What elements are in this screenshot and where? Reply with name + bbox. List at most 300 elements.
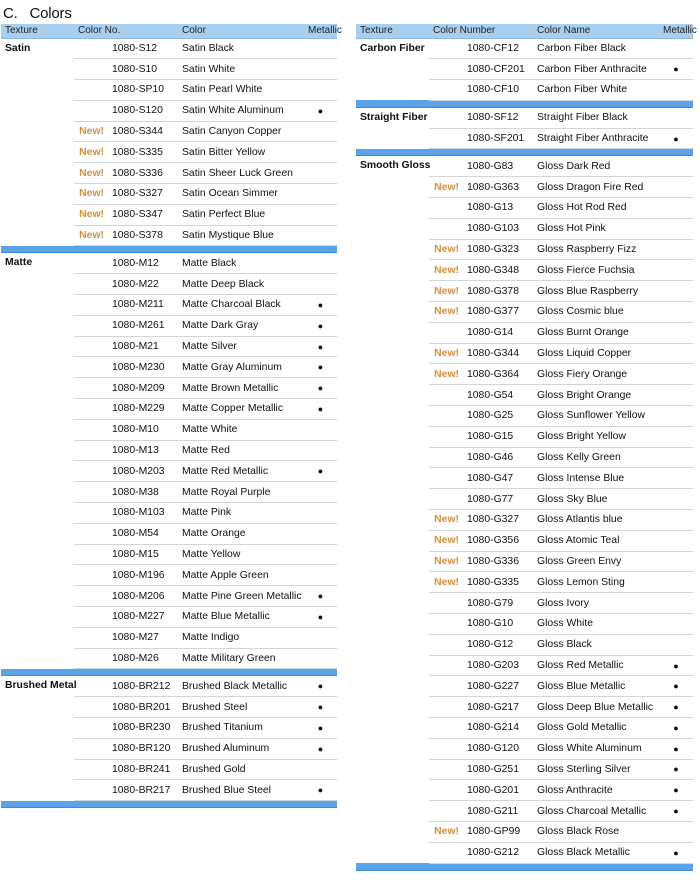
color-name: Satin Perfect Blue (178, 204, 304, 225)
new-badge (74, 627, 108, 648)
color-name: Satin Mystique Blue (178, 225, 304, 246)
group-separator (356, 100, 693, 107)
metallic-dot: ● (304, 461, 337, 482)
metallic-dot: ● (659, 128, 693, 149)
new-badge: New! (74, 163, 108, 184)
color-code: 1080-S378 (108, 225, 178, 246)
new-badge (74, 648, 108, 669)
metallic-dot: ● (304, 399, 337, 420)
new-badge (429, 406, 463, 427)
metallic-dot: ● (304, 357, 337, 378)
color-name: Gloss Anthracite (533, 780, 659, 801)
texture-label: Carbon Fiber (360, 42, 425, 54)
color-name: Matte Royal Purple (178, 482, 304, 503)
metallic-dot: ● (304, 100, 337, 121)
new-badge (429, 593, 463, 614)
color-code: 1080-M261 (108, 315, 178, 336)
color-code: 1080-G25 (463, 406, 533, 427)
new-badge (429, 38, 463, 59)
new-badge (429, 655, 463, 676)
color-name: Brushed Aluminum (178, 738, 304, 759)
metallic-dot: ● (304, 378, 337, 399)
metallic-dot: ● (304, 676, 337, 697)
color-code: 1080-G364 (463, 364, 533, 385)
color-code: 1080-G83 (463, 156, 533, 177)
color-code: 1080-M54 (108, 523, 178, 544)
section-title: C. Colors (3, 5, 72, 22)
metallic-dot (659, 572, 693, 593)
color-name: Brushed Steel (178, 697, 304, 718)
metallic-dot: ● (304, 315, 337, 336)
metallic-dot (659, 426, 693, 447)
color-code: 1080-BR120 (108, 738, 178, 759)
color-code: 1080-SP10 (108, 80, 178, 101)
color-name: Satin Pearl White (178, 80, 304, 101)
color-name: Matte Military Green (178, 648, 304, 669)
new-badge: New! (429, 177, 463, 198)
color-code: 1080-G217 (463, 697, 533, 718)
color-table-right (356, 24, 697, 871)
header-metallic: Metallic (304, 24, 337, 38)
new-badge (74, 253, 108, 274)
new-badge: New! (429, 260, 463, 281)
color-name: Satin White Aluminum (178, 100, 304, 121)
metallic-dot (659, 364, 693, 385)
new-badge (429, 80, 463, 101)
color-code: 1080-S120 (108, 100, 178, 121)
color-name: Gloss Dark Red (533, 156, 659, 177)
color-name: Matte Red (178, 440, 304, 461)
color-code: 1080-M230 (108, 357, 178, 378)
color-code: 1080-G251 (463, 759, 533, 780)
separator-bar (356, 100, 693, 107)
group-separator (1, 801, 337, 808)
new-badge: New! (429, 821, 463, 842)
color-code: 1080-G335 (463, 572, 533, 593)
new-badge (429, 780, 463, 801)
color-code: 1080-G13 (463, 198, 533, 219)
color-code: 1080-M21 (108, 336, 178, 357)
color-code: 1080-S10 (108, 59, 178, 80)
group-separator (356, 149, 693, 156)
color-code: 1080-S327 (108, 184, 178, 205)
color-name: Brushed Titanium (178, 718, 304, 739)
new-badge (74, 738, 108, 759)
color-code: 1080-G12 (463, 634, 533, 655)
color-name: Gloss Atomic Teal (533, 530, 659, 551)
color-name: Matte Orange (178, 523, 304, 544)
color-name: Gloss Deep Blue Metallic (533, 697, 659, 718)
color-name: Gloss Sunflower Yellow (533, 406, 659, 427)
metallic-dot (659, 239, 693, 260)
color-code: 1080-G211 (463, 801, 533, 822)
metallic-dot (659, 343, 693, 364)
metallic-dot (659, 322, 693, 343)
new-badge: New! (74, 121, 108, 142)
color-name: Matte Yellow (178, 544, 304, 565)
metallic-dot (659, 821, 693, 842)
metallic-dot (659, 551, 693, 572)
new-badge (74, 440, 108, 461)
texture-label: Matte (5, 257, 33, 269)
color-name: Matte Apple Green (178, 565, 304, 586)
color-code: 1080-G363 (463, 177, 533, 198)
texture-label: Brushed Metal (5, 680, 77, 692)
color-code: 1080-M10 (108, 419, 178, 440)
color-code: 1080-G377 (463, 302, 533, 323)
separator-bar (356, 863, 693, 870)
metallic-dot: ● (304, 336, 337, 357)
new-badge: New! (429, 364, 463, 385)
metallic-dot: ● (304, 780, 337, 801)
new-badge (74, 697, 108, 718)
header-metallic: Metallic (659, 24, 693, 38)
color-name: Gloss Burnt Orange (533, 322, 659, 343)
metallic-dot (304, 759, 337, 780)
color-table-left (1, 24, 342, 808)
color-code: 1080-G47 (463, 468, 533, 489)
color-name: Carbon Fiber White (533, 80, 659, 101)
metallic-dot (659, 634, 693, 655)
new-badge: New! (74, 204, 108, 225)
color-code: 1080-M38 (108, 482, 178, 503)
metallic-dot (659, 177, 693, 198)
color-code: 1080-M196 (108, 565, 178, 586)
metallic-dot: ● (659, 655, 693, 676)
new-badge (429, 128, 463, 149)
new-badge (74, 586, 108, 607)
new-badge (429, 489, 463, 510)
color-name: Carbon Fiber Anthracite (533, 59, 659, 80)
new-badge (74, 523, 108, 544)
color-name: Gloss Gold Metallic (533, 718, 659, 739)
color-name: Gloss Atlantis blue (533, 510, 659, 531)
color-name: Gloss Kelly Green (533, 447, 659, 468)
header-color-no: Color No. (74, 24, 178, 38)
new-badge (429, 718, 463, 739)
metallic-dot (304, 80, 337, 101)
separator-bar (1, 669, 337, 676)
metallic-dot (659, 80, 693, 101)
new-badge (74, 503, 108, 524)
metallic-dot: ● (659, 718, 693, 739)
color-name: Straight Fiber Anthracite (533, 128, 659, 149)
metallic-dot (659, 260, 693, 281)
color-code: 1080-G201 (463, 780, 533, 801)
color-code: 1080-G14 (463, 322, 533, 343)
color-name: Satin Ocean Simmer (178, 184, 304, 205)
metallic-dot (659, 156, 693, 177)
new-badge (74, 80, 108, 101)
metallic-dot (304, 544, 337, 565)
color-name: Gloss Charcoal Metallic (533, 801, 659, 822)
new-badge (429, 697, 463, 718)
group-separator (1, 246, 337, 253)
color-name: Matte Pine Green Metallic (178, 586, 304, 607)
color-code: 1080-G77 (463, 489, 533, 510)
new-badge (74, 378, 108, 399)
color-name: Gloss Lemon Sting (533, 572, 659, 593)
new-badge (429, 634, 463, 655)
color-name: Matte Brown Metallic (178, 378, 304, 399)
header-color-name: Color Name (533, 24, 659, 38)
color-name: Satin Sheer Luck Green (178, 163, 304, 184)
metallic-dot: ● (659, 59, 693, 80)
new-badge (74, 482, 108, 503)
metallic-dot (659, 406, 693, 427)
new-badge: New! (429, 302, 463, 323)
metallic-dot (304, 565, 337, 586)
metallic-dot (659, 593, 693, 614)
metallic-dot (304, 627, 337, 648)
color-name: Gloss Green Envy (533, 551, 659, 572)
new-badge (74, 780, 108, 801)
separator-bar (1, 246, 337, 253)
color-code: 1080-M12 (108, 253, 178, 274)
new-badge (74, 38, 108, 59)
metallic-dot (659, 614, 693, 635)
new-badge (74, 295, 108, 316)
new-badge (74, 59, 108, 80)
color-code: 1080-S344 (108, 121, 178, 142)
color-code: 1080-G327 (463, 510, 533, 531)
color-code: 1080-S347 (108, 204, 178, 225)
color-code: 1080-BR241 (108, 759, 178, 780)
new-badge: New! (429, 239, 463, 260)
color-code: 1080-G323 (463, 239, 533, 260)
metallic-dot (659, 38, 693, 59)
color-name: Satin White (178, 59, 304, 80)
color-name: Matte Silver (178, 336, 304, 357)
new-badge: New! (429, 281, 463, 302)
new-badge (429, 676, 463, 697)
metallic-dot (659, 281, 693, 302)
color-name: Gloss Red Metallic (533, 655, 659, 676)
metallic-dot (304, 648, 337, 669)
metallic-dot (304, 482, 337, 503)
color-code: 1080-M26 (108, 648, 178, 669)
color-code: 1080-BR217 (108, 780, 178, 801)
color-name: Gloss Raspberry Fizz (533, 239, 659, 260)
color-name: Gloss Intense Blue (533, 468, 659, 489)
new-badge: New! (74, 184, 108, 205)
new-badge: New! (74, 225, 108, 246)
color-name: Straight Fiber Black (533, 107, 659, 128)
color-code: 1080-M13 (108, 440, 178, 461)
group-separator (356, 863, 693, 870)
metallic-dot (304, 253, 337, 274)
color-code: 1080-G103 (463, 218, 533, 239)
metallic-dot (304, 163, 337, 184)
header-row (356, 24, 693, 38)
new-badge: New! (429, 510, 463, 531)
color-name: Matte Gray Aluminum (178, 357, 304, 378)
color-name: Matte Blue Metallic (178, 607, 304, 628)
new-badge (74, 274, 108, 295)
color-name: Carbon Fiber Black (533, 38, 659, 59)
color-name: Matte Black (178, 253, 304, 274)
texture-label: Straight Fiber (360, 111, 428, 123)
color-name: Satin Black (178, 38, 304, 59)
new-badge (429, 156, 463, 177)
metallic-dot: ● (659, 842, 693, 863)
metallic-dot (304, 274, 337, 295)
metallic-dot (304, 184, 337, 205)
new-badge (74, 419, 108, 440)
color-name: Brushed Black Metallic (178, 676, 304, 697)
metallic-dot: ● (304, 738, 337, 759)
color-code: 1080-CF10 (463, 80, 533, 101)
color-name: Matte Copper Metallic (178, 399, 304, 420)
new-badge: New! (74, 142, 108, 163)
metallic-dot (304, 59, 337, 80)
new-badge (74, 718, 108, 739)
new-badge (429, 385, 463, 406)
color-code: 1080-M203 (108, 461, 178, 482)
color-code: 1080-G10 (463, 614, 533, 635)
metallic-dot: ● (659, 780, 693, 801)
color-code: 1080-M209 (108, 378, 178, 399)
color-name: Gloss Cosmic blue (533, 302, 659, 323)
metallic-dot: ● (659, 759, 693, 780)
new-badge: New! (429, 572, 463, 593)
color-name: Gloss Fierce Fuchsia (533, 260, 659, 281)
metallic-dot: ● (659, 697, 693, 718)
new-badge (429, 218, 463, 239)
color-code: 1080-G79 (463, 593, 533, 614)
table-row (1, 676, 337, 697)
table-row (356, 38, 693, 59)
new-badge (429, 759, 463, 780)
color-name: Matte Pink (178, 503, 304, 524)
new-badge (74, 399, 108, 420)
table-row (1, 253, 337, 274)
color-name: Gloss White (533, 614, 659, 635)
color-code: 1080-BR212 (108, 676, 178, 697)
metallic-dot: ● (304, 607, 337, 628)
color-code: 1080-G54 (463, 385, 533, 406)
color-name: Brushed Gold (178, 759, 304, 780)
color-name: Matte Red Metallic (178, 461, 304, 482)
color-name: Gloss Bright Yellow (533, 426, 659, 447)
color-code: 1080-M227 (108, 607, 178, 628)
texture-label: Smooth Gloss (360, 160, 431, 172)
color-name: Gloss Black (533, 634, 659, 655)
color-code: 1080-CF12 (463, 38, 533, 59)
color-code: 1080-BR201 (108, 697, 178, 718)
color-name: Gloss Sky Blue (533, 489, 659, 510)
metallic-dot (659, 385, 693, 406)
color-name: Gloss Fiery Orange (533, 364, 659, 385)
new-badge (429, 59, 463, 80)
color-code: 1080-G378 (463, 281, 533, 302)
color-name: Gloss Liquid Copper (533, 343, 659, 364)
metallic-dot: ● (659, 738, 693, 759)
color-code: 1080-G15 (463, 426, 533, 447)
metallic-dot: ● (304, 697, 337, 718)
new-badge (74, 461, 108, 482)
metallic-dot: ● (304, 295, 337, 316)
color-code: 1080-G336 (463, 551, 533, 572)
color-name: Gloss Bright Orange (533, 385, 659, 406)
metallic-dot (304, 440, 337, 461)
table-row (356, 107, 693, 128)
texture-label: Satin (5, 42, 31, 54)
header-color-number: Color Number (429, 24, 533, 38)
metallic-dot (659, 198, 693, 219)
color-code: 1080-M229 (108, 399, 178, 420)
new-badge: New! (429, 343, 463, 364)
color-code: 1080-SF12 (463, 107, 533, 128)
metallic-dot: ● (659, 676, 693, 697)
color-name: Matte Indigo (178, 627, 304, 648)
new-badge (74, 357, 108, 378)
new-badge (429, 614, 463, 635)
color-code: 1080-G214 (463, 718, 533, 739)
new-badge: New! (429, 530, 463, 551)
color-name: Gloss Hot Rod Red (533, 198, 659, 219)
new-badge (74, 759, 108, 780)
color-code: 1080-S336 (108, 163, 178, 184)
header-texture: Texture (356, 24, 429, 38)
color-code: 1080-M211 (108, 295, 178, 316)
metallic-dot (659, 447, 693, 468)
color-code: 1080-M27 (108, 627, 178, 648)
header-row (1, 24, 337, 38)
new-badge: New! (429, 551, 463, 572)
table-row (1, 38, 337, 59)
metallic-dot (304, 523, 337, 544)
metallic-dot (659, 218, 693, 239)
new-badge (429, 801, 463, 822)
color-code: 1080-G120 (463, 738, 533, 759)
metallic-dot (659, 302, 693, 323)
new-badge (429, 842, 463, 863)
new-badge (74, 315, 108, 336)
color-code: 1080-G348 (463, 260, 533, 281)
metallic-dot (659, 530, 693, 551)
color-code: 1080-S335 (108, 142, 178, 163)
header-color: Color (178, 24, 304, 38)
metallic-dot (304, 419, 337, 440)
new-badge (74, 100, 108, 121)
new-badge (429, 468, 463, 489)
new-badge (74, 544, 108, 565)
color-code: 1080-SF201 (463, 128, 533, 149)
new-badge (429, 107, 463, 128)
metallic-dot (304, 142, 337, 163)
new-badge (74, 676, 108, 697)
color-name: Gloss Blue Raspberry (533, 281, 659, 302)
new-badge (74, 336, 108, 357)
metallic-dot (304, 503, 337, 524)
new-badge (429, 426, 463, 447)
metallic-dot (304, 204, 337, 225)
color-name: Gloss Sterling Silver (533, 759, 659, 780)
color-code: 1080-BR230 (108, 718, 178, 739)
new-badge (429, 322, 463, 343)
color-code: 1080-G356 (463, 530, 533, 551)
metallic-dot (304, 38, 337, 59)
metallic-dot (304, 225, 337, 246)
color-code: 1080-G227 (463, 676, 533, 697)
metallic-dot (659, 489, 693, 510)
color-code: 1080-S12 (108, 38, 178, 59)
color-name: Gloss Black Metallic (533, 842, 659, 863)
color-code: 1080-M15 (108, 544, 178, 565)
color-code: 1080-G212 (463, 842, 533, 863)
color-code: 1080-M206 (108, 586, 178, 607)
